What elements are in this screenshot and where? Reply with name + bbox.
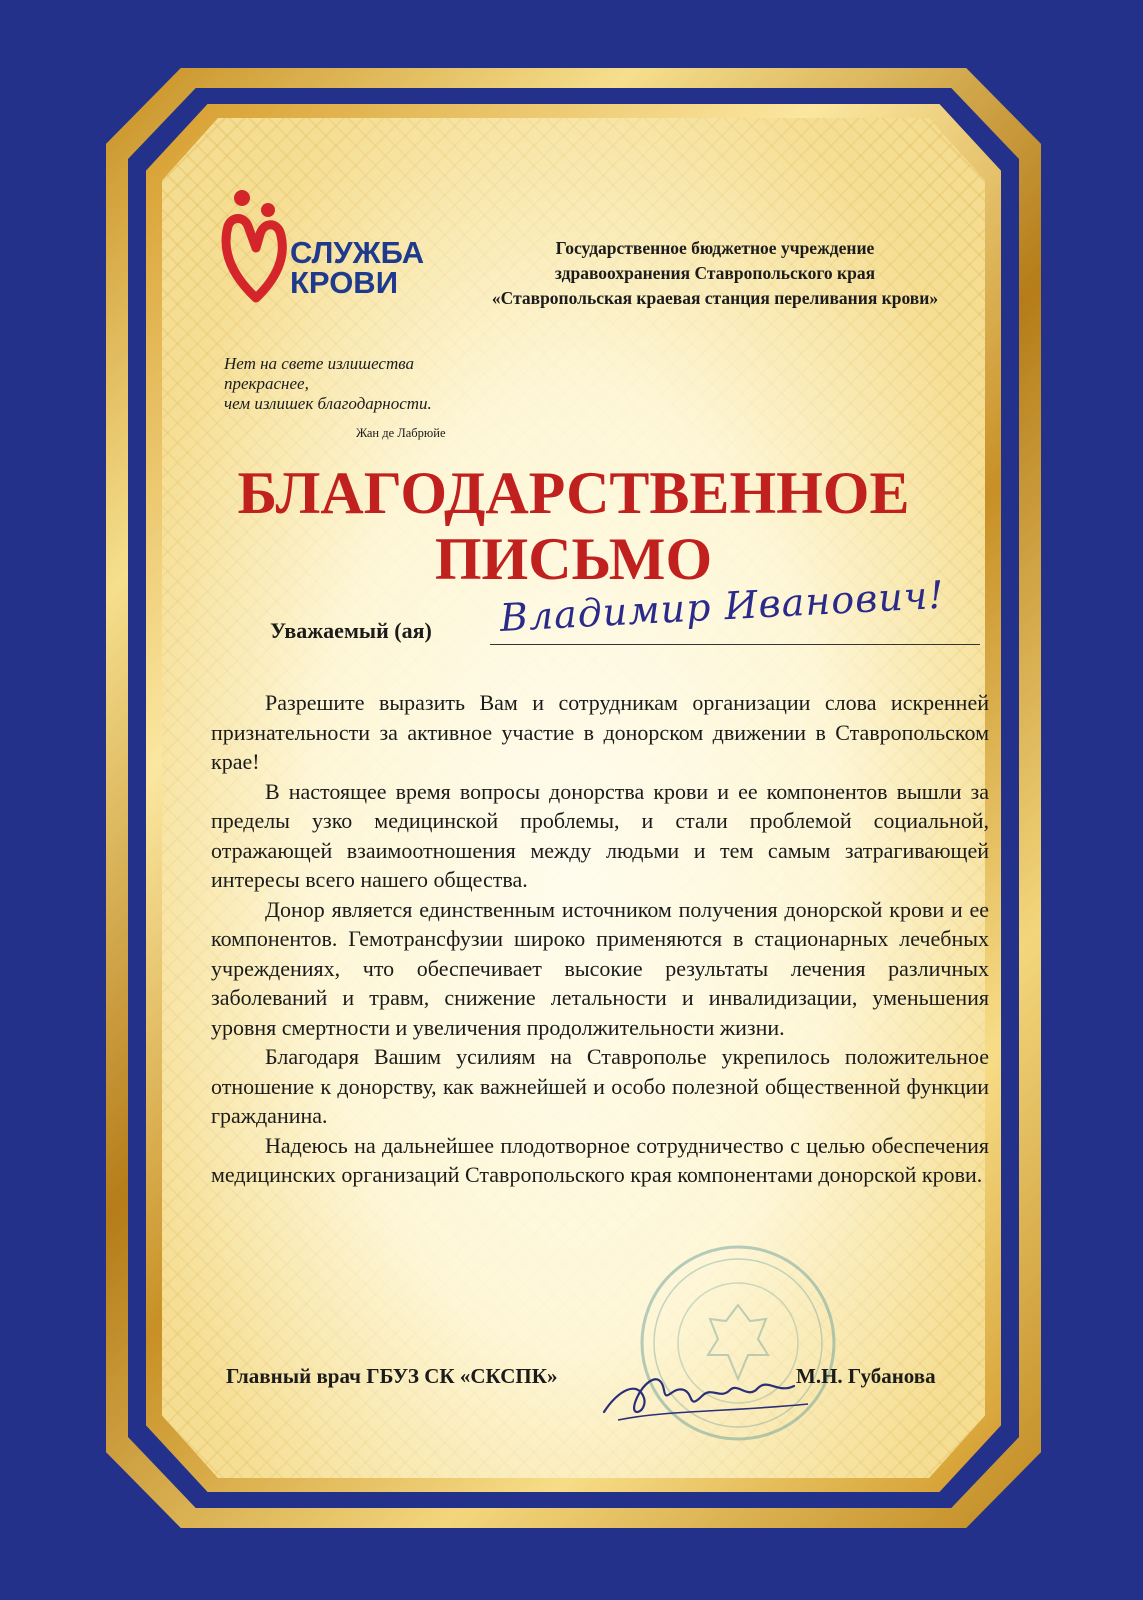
heart-people-icon [218,186,298,304]
name-underline [490,644,980,645]
body-paragraph-1: Разрешите выразить Вам и сотрудникам организации слова искренней признательности за активное участие в донорском движении в Ставропольском крае! [211,690,989,774]
organization-line-3: «Ставропольская краевая станция переливания крови» [491,288,939,308]
organization-line-2: здравоохранения Ставропольского края [554,263,876,283]
quote-line-1: Нет на свете излишества [224,354,414,373]
logo-line-2: КРОВИ [290,265,398,300]
title-line-1: БЛАГОДАРСТВЕННОЕ [237,460,910,526]
salutation-label: Уважаемый (ая) [270,618,432,643]
body-paragraph-2: В настоящее время вопросы донорства крови и ее компонентов вышли за пределы узко медицинской проблемы, и стали проблемой социальной, отражающей взаимоотношения между людьми и тем самым затрагивающей интересы всего нашего общества. [211,778,989,892]
logo-line-1: СЛУЖБА [290,235,425,270]
organization-header [450,236,980,311]
handwritten-signature [598,1360,818,1430]
title-line-2: ПИСЬМО [434,526,713,592]
quote-author: Жан де Лабрюйе [356,426,446,440]
handwritten-recipient-name: Владимир Иванович! [498,572,946,640]
document-title [162,460,985,592]
body-paragraph-3: Донор является единственным источником получения донорской крови и ее компонентов. Гемотрансфузии широко применяются в стационарных лечебных учреждениях, что обеспечивает высокие результаты лечения различных заболеваний и травм, снижение летальности и инвалидизации, уменьшения уровня смертности и увеличения продолжительности жизни. [211,896,989,1040]
letter-body [211,688,989,1190]
signatory-name: М.Н. Губанова [796,1364,936,1388]
body-paragraph-5: Надеюсь на дальнейшее плодотворное сотрудничество с целью обеспечения медицинских организаций Ставропольского края компонентами донорской крови. [211,1132,989,1187]
quote-line-3: чем излишек благодарности. [224,394,432,413]
epigraph-quote [224,354,432,414]
quote-line-2: прекраснее, [224,374,309,393]
signatory-title: Главный врач ГБУЗ СК «СКСПК» [226,1364,558,1388]
organization-line-1: Государственное бюджетное учреждение [555,238,875,258]
logo-sluzhba-krovi [218,186,448,306]
logo-text [290,235,425,300]
body-paragraph-4: Благодаря Вашим усилиям на Ставрополье укрепилось положительное отношение к донорству, как важнейшей и особо полезной общественной функции гражданина. [211,1044,989,1128]
